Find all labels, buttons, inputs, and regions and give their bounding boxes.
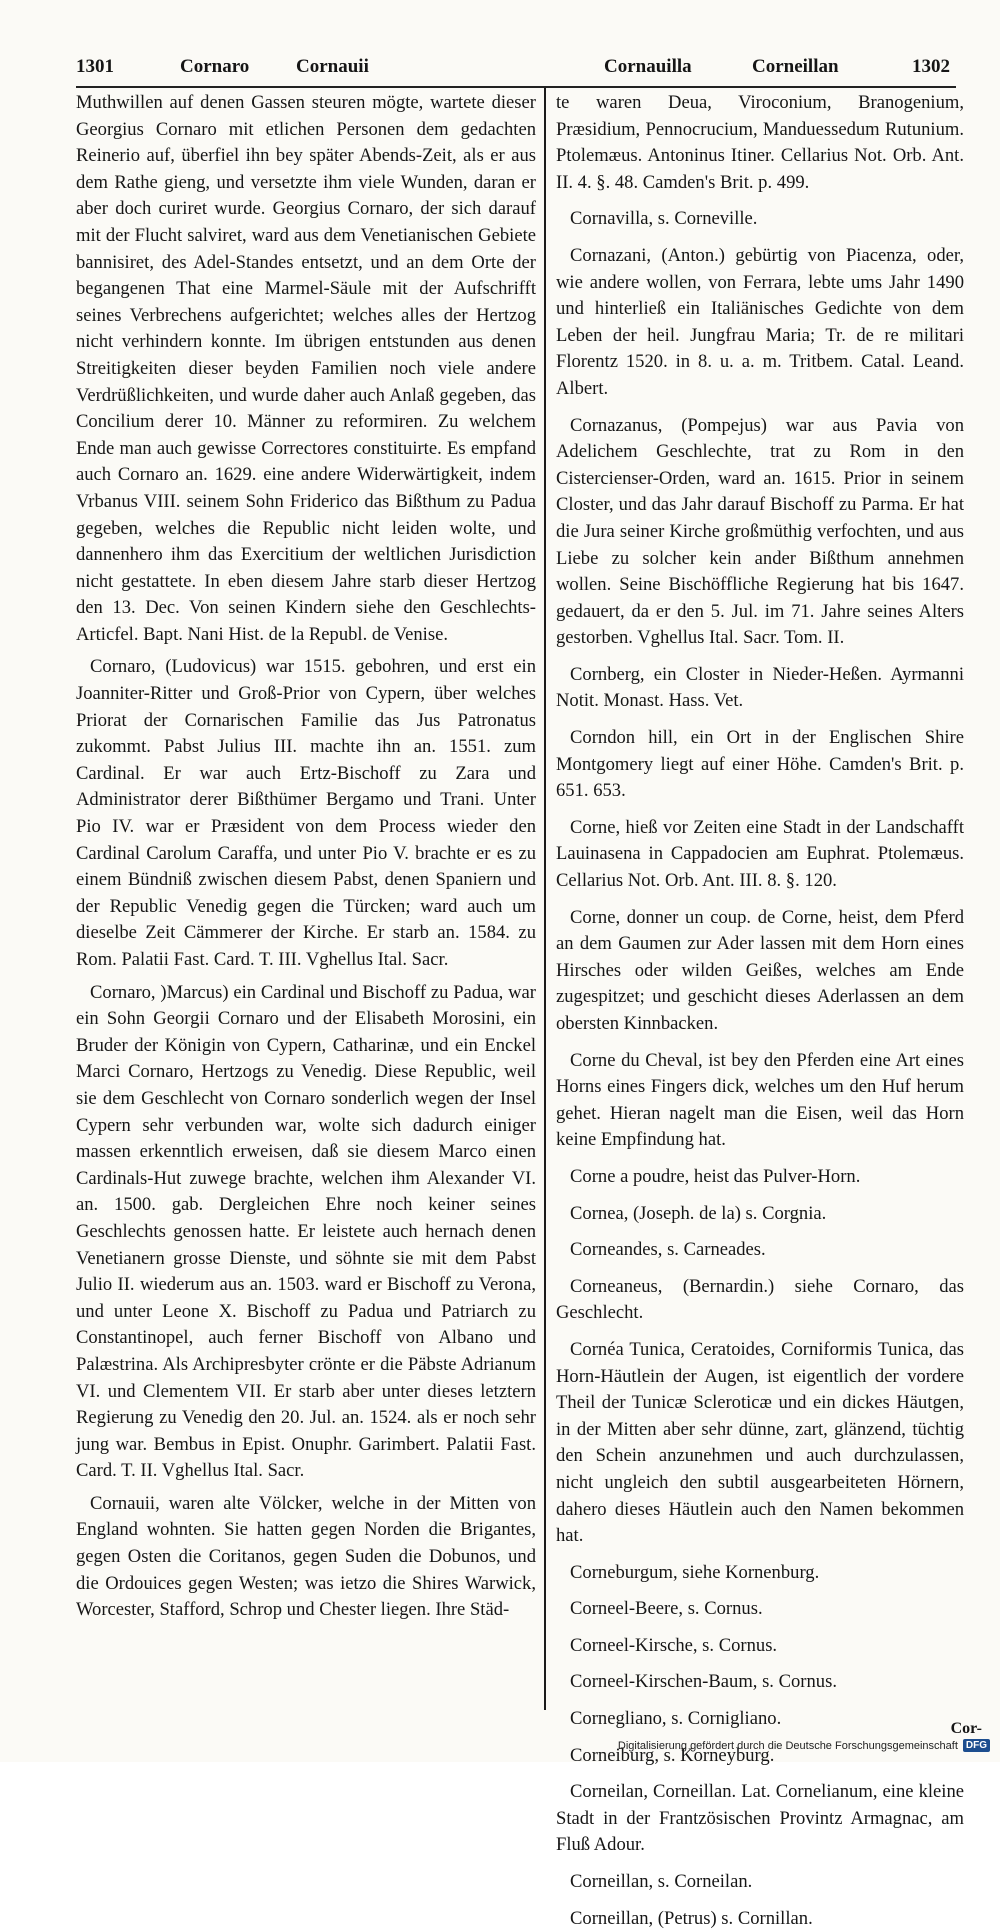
footer-credit — [618, 1739, 990, 1752]
entry-corneillan: Corneillan, s. Corneilan. — [570, 1871, 753, 1893]
entry-corneel-beere: Corneel-Beere, s. Cornus. — [570, 1598, 763, 1620]
entry-corne-a-poudre: Corne a poudre, heist das Pulver-Horn. — [570, 1165, 861, 1187]
entry-corneiburg: Corneiburg, s. Korneyburg. — [570, 1744, 775, 1766]
entry-cornegliano: Cornegliano, s. Cornigliano. — [570, 1708, 782, 1730]
footer-text: Digitalisierung gefördert durch die Deutsche Forschungsgemeinschaft — [617, 1739, 958, 1752]
header-word-cornauilla: Cornauilla — [604, 56, 692, 77]
entry-cornaro-georgius-continued: Muthwillen auf denen Gassen steuren mögte, wartete dieser Georgius Cornaro mit etlichen Personen dem gedachten Reinerio auf, überfiel ihn bey später Abends-Zeit, als er aus dem Rathe gieng, und versetzte ihm viele Wunden, daran er aber doch curiret wurde. Georgius Cornaro, der sich darauf mit der Flucht salviret, ward aus dem Venetianischen Gebiete bannisiret, des Adel-Standes entsetzt, und an dem Orte der begangenen That eine Marmel-Säule mit der Aufschrifft seines Verbrechens aufgerichtet; welches alles der Hertzog nicht verhindern konnte. Im übrigen entstunden aus denen Streitigkeiten dieser beyden Familien noch viele andere Verdrüßlichkeiten, und wurde daher auch Anlaß gegeben, das Concilium derer 10. Männer zu reformiren. Zu welchem Ende man auch gewisse Correctores constituirte. Es empfand auch Cornaro an. 1629. eine andere Widerwärtigkeit, indem Vrbanus VIII. seinem Sohn Friderico das Bißthum zu Padua gegeben, welches die Republic nicht leiden wolte, und dannenhero ihm das Exercitium der weltlichen Jurisdiction nicht gestattete. In eben diesem Jahre starb dieser Hertzog den 13. Dec. Von seinen Kindern siehe den Geschlechts-Articfel. Bapt. Nani Hist. de la Republ. de Venise. — [76, 92, 536, 645]
entry-cornavilla: Cornavilla, s. Corneville. — [570, 208, 758, 230]
entry-corneillan-petrus: Corneillan, (Petrus) s. Cornillan. — [570, 1907, 813, 1929]
entry-corneel-kirsche: Corneel-Kirsche, s. Cornus. — [570, 1634, 778, 1656]
entry-cornaro-marcus: Cornaro, )Marcus) ein Cardinal und Bischoff zu Padua, war ein Sohn Georgii Cornaro und der Elisabeth Morosini, ein Bruder der Königin von Cypern, Catharinæ, und ein Enckel Marci Cornaro, Hertzogs zu Venedig. Diese Republic, weil sie dem Geschlecht von Cornaro sonderlich wegen der Insel Cypern sehr verbunden war, wolte sich dadurch einiger massen erkenntlich erweisen, daß sie diesem Marco einen Cardinals-Hut zuwege brachte, welchen ihm Alexander VI. an. 1500. gab. Dergleichen Ehre noch keiner seines Geschlechts genossen hatte. Er leistete auch hernach denen Venetianern grosse Dienste, und söhnte sie mit dem Pabst Julio II. wiederum aus an. 1503. ward er Bischoff zu Verona, und unter Leone X. Bischoff zu Padua und Patriarch zu Constantinopel, auch ferner Bischoff von Albano und Palæstrina. Als Archipresbyter crönte er die Päbste Adrianum VI. und Clementem VII. Er starb aber unter dieses letztern Regierung zu Venedig den 20. Jul. an. 1524. als er noch sehr jung war. Bembus in Epist. Onuphr. Garimbert. Palatii Fast. Card. T. II. Vghellus Ital. Sacr. — [76, 981, 536, 1482]
column-divider — [544, 88, 546, 1710]
entry-corndon-hill: Corndon hill, ein Ort in der Englischen Shire Montgomery liegt auf einer Höhe. Camden's Brit. p. 651. 653. — [556, 727, 964, 802]
entry-corneandes: Corneandes, s. Carneades. — [570, 1239, 766, 1261]
entry-cornazani: Cornazani, (Anton.) gebürtig von Piacenza, oder, wie andere wollen, von Ferrara, lebte ums Jahr 1490 und hinterließ ein Italiänisches Gedichte von dem Leben der heil. Jungfrau Maria; Tr. de re militari Florentz 1520. in 8. u. a. m. Tritbem. Catal. Leand. Albert. — [556, 244, 964, 399]
page-number-right: 1302 — [912, 56, 950, 77]
entry-corne-donner-un-coup: Corne, donner un coup. de Corne, heist, dem Pferd an dem Gaumen zur Ader lassen mit dem Horn eines Hirsches oder wilden Geißes, welches am Ende zugespitzet; und geschicht dieses Aderlassen an dem obersten Kinnbacken. — [556, 906, 964, 1034]
entry-cornea-joseph: Cornea, (Joseph. de la) s. Corgnia. — [570, 1202, 827, 1224]
entry-cornaro-ludovicus: Cornaro, (Ludovicus) war 1515. gebohren, und erst ein Joanniter-Ritter und Groß-Prior von Cypern, über welches Priorat der Cornarischen Familie das Jus Patronatus zukommt. Pabst Julius III. machte ihn an. 1551. zum Cardinal. Er war auch Ertz-Bischoff zu Zara und Administrator derer Bißthümer Bergamo und Trani. Unter Pio IV. war er Præsident von dem Process wieder den Cardinal Carolum Caraffa, und unter Pio V. brachte er es zu einem Bündniß zwischen diesem Pabst, denen Spaniern und der Republic Venedig gegen die Türcken; ward auch um dieselbe Zeit Cämmerer der Kirche. Er starb an. 1584. zu Rom. Palatii Fast. Card. T. III. Vghellus Ital. Sacr. — [76, 656, 536, 970]
entry-corne-du-cheval: Corne du Cheval, ist bey den Pferden eine Art eines Horns eines Fingers dick, welches um den Huf herum gehet. Hieran nagelt man die Eisen, weil das Horn keine Empfindung hat. — [556, 1049, 964, 1151]
entry-corneaneus: Corneaneus, (Bernardin.) siehe Cornaro, das Geschlecht. — [556, 1275, 964, 1324]
entry-corneel-kirschen-baum: Corneel-Kirschen-Baum, s. Cornus. — [570, 1671, 837, 1693]
header-rule — [76, 86, 956, 88]
header-word-cornauii: Cornauii — [296, 56, 369, 77]
entry-cornauii: Cornauii, waren alte Völcker, welche in der Mitten von England wohnten. Sie hatten gegen Norden die Brigantes, gegen Osten die Coritanos, gegen Suden die Dobunos, und die Ordouices gegen Westen; was ietzo die Shires Warwick, Worcester, Stafford, Schrop und Chester liegen. Ihre Städ- — [76, 1492, 536, 1621]
entry-corneburgum: Corneburgum, siehe Kornenburg. — [570, 1561, 820, 1583]
entry-cornazanus: Cornazanus, (Pompejus) war aus Pavia von Adelichem Geschlechte, trat zu Rom in den Cistercienser-Orden, ward an. 1615. Prior in seinem Closter, und das Jahr darauf Bischoff zu Parma. Er hat die Jura seiner Kirche großmüthig verfochten, und aus Liebe zu solcher kein ander Bißthum annehmen wollen. Seine Bischöffliche Regierung hat bis 1647. gedauert, da er den 5. Jul. im 71. Jahre seines Alters gestorben. Vghellus Ital. Sacr. Tom. II. — [556, 414, 964, 649]
header-word-corneillan: Corneillan — [752, 56, 839, 77]
page-number-left: 1301 — [76, 56, 114, 77]
entry-cornberg: Cornberg, ein Closter in Nieder-Heßen. Ayrmanni Notit. Monast. Hass. Vet. — [556, 663, 964, 712]
left-column — [76, 90, 536, 1710]
entry-cornea-tunica: Cornéa Tunica, Ceratoides, Corniformis Tunica, das Horn-Häutlein der Augen, ist eigentlich der vordere Theil der Tunicæ Scleroticæ und ein dickes Häutgen, in der Mitten aber sehr dünne, zart, glänzend, tüchtig den Schein anzunehmen und auch durchzulassen, nicht ungleich den subtil ausgearbeiteten Hörnern, dahero dieses Häutlein auch den Namen bekommen hat. — [556, 1338, 964, 1547]
header-word-cornaro: Cornaro — [180, 56, 250, 77]
dfg-logo: DFG — [963, 1739, 990, 1752]
entry-cornauii-continued: te waren Deua, Viroconium, Branogenium, Præsidium, Pennocrucium, Manduessedum Rutunium. Ptolemæus. Antoninus Itiner. Cellarius Not. Orb. Ant. II. 4. §. 48. Camden's Brit. p. 499. — [556, 92, 964, 193]
catchword: Cor- — [950, 1720, 982, 1737]
entry-corneilan: Corneilan, Corneillan. Lat. Cornelianum, eine kleine Stadt in der Frantzösischen Provintz Armagnac, am Fluß Adour. — [556, 1781, 964, 1856]
entry-corne-stadt: Corne, hieß vor Zeiten eine Stadt in der Landschafft Lauinasena in Cappadocien am Euphrat. Ptolemæus. Cellarius Not. Orb. Ant. III. 8. §. 120. — [556, 816, 964, 892]
